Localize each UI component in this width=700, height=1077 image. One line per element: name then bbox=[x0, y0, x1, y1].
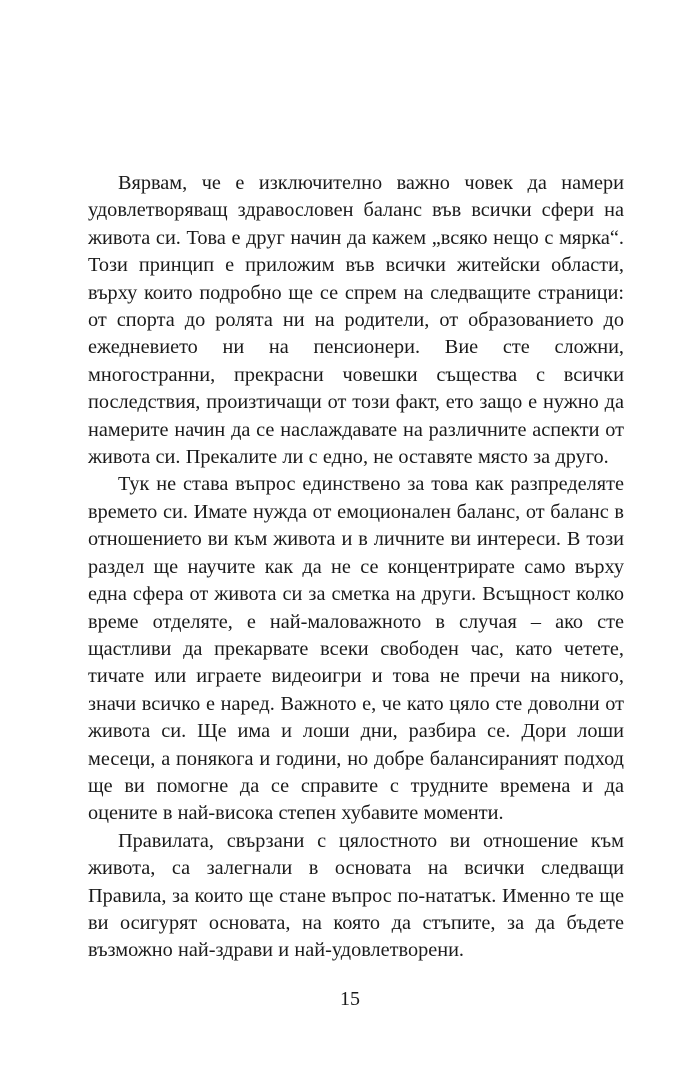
paragraph-3: Правилата, свързани с цялостното ви отношение към живота, са залегнали в основата на всички следващи Правила, за които ще стане въпрос по-нататък. Именно те ще ви осигурят основата, на която да стъпите, за да бъдете възможно най-здрави и най-удовлетворени. bbox=[88, 829, 624, 962]
body-text bbox=[88, 170, 624, 965]
paragraph-1: Вярвам, че е изключително важно човек да намери удовлетворяващ здравословен баланс във всички сфери на живота си. Това е друг начин да кажем „всяко нещо с мярка“. Този принцип е приложим във всички житейски области, върху които подробно ще се спрем на следващите страници: от спорта до ролята ни на родители, от образованието до ежедневието ни на пенсионери. Вие сте сложни, многостранни, прекрасни човешки същества с всички последствия, произтичащи от този факт, ето защо е нужно да намерите начин да се наслаждавате на различните аспекти от живота си. Прекалите ли с едно, не оставяте място за друго. bbox=[88, 172, 624, 469]
paragraph-2: Тук не става въпрос единствено за това как разпределяте времето си. Имате нужда от емоционален баланс, от баланс в отношението ви към живота и в личните ви интереси. В този раздел ще научите как да не се концентрирате само върху една сфера от живота си за сметка на други. Всъщност колко време отделяте, е най-маловажното в случая – ако сте щастливи да прекарвате всеки свободен час, като четете, тичате или играете видеоигри и това не пречи на никого, значи всичко е наред. Важното е, че като цяло сте доволни от живота си. Ще има и лоши дни, разбира се. Дори лоши месеци, а понякога и години, но добре балансираният подход ще ви помогне да се справите с трудните времена и да оцените в най-висока степен хубавите моменти. bbox=[88, 473, 624, 825]
page-number: 15 bbox=[340, 988, 360, 1010]
